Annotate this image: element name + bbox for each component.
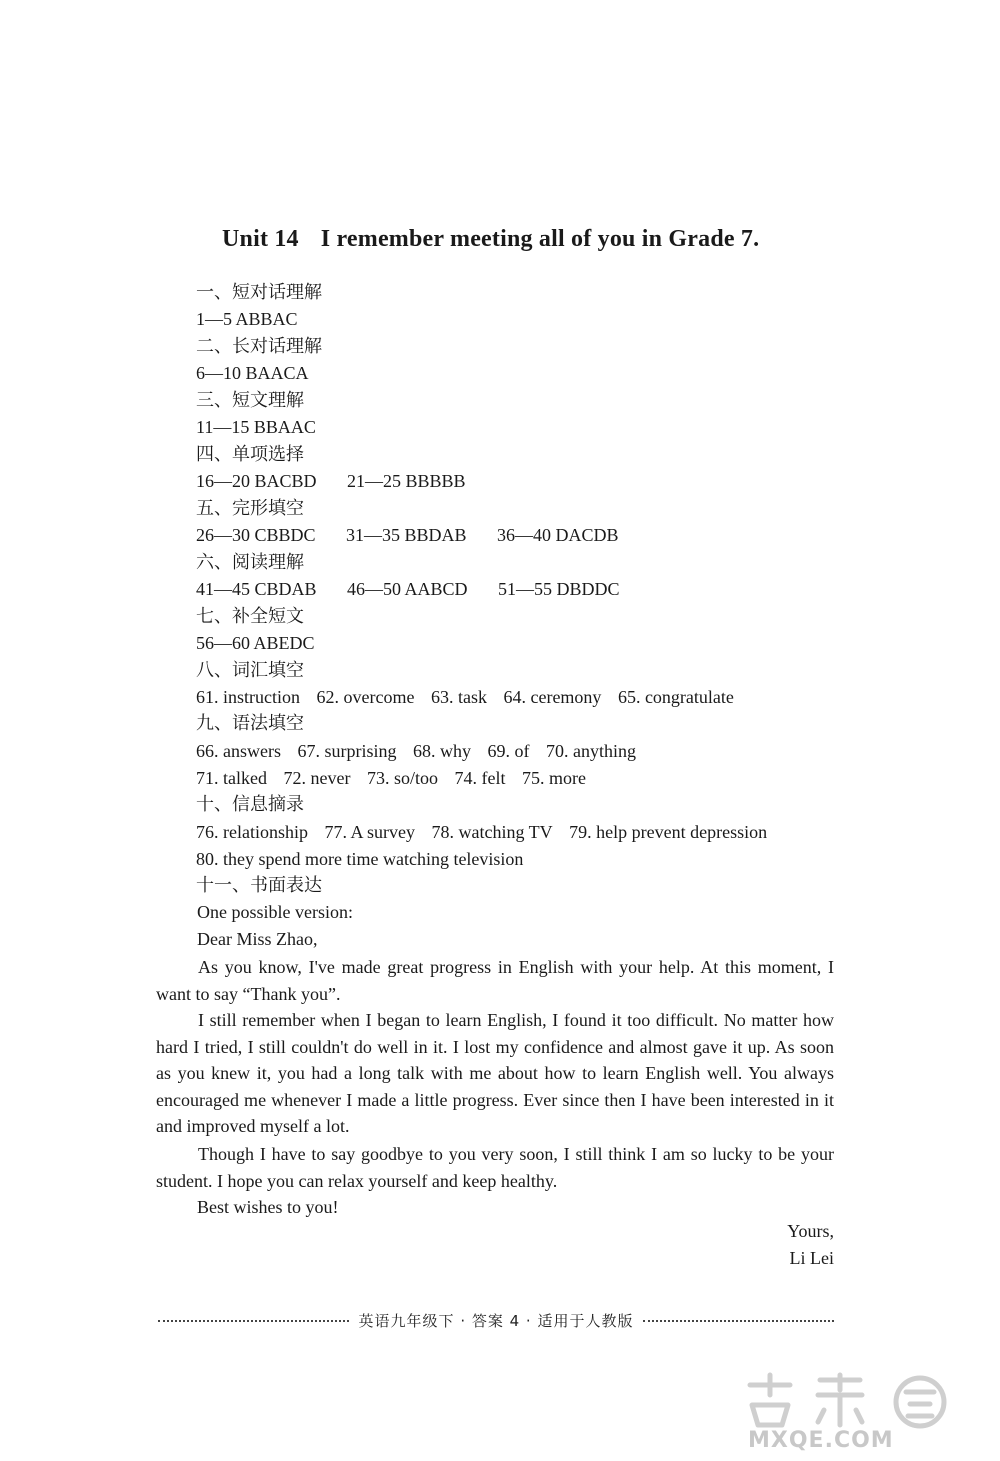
unit-number: Unit 14 [222,226,299,252]
answer-group: 16—20 BACBD [196,471,317,491]
answer-line [196,576,632,602]
answer-group: 1—5 ABBAC [196,309,298,329]
section-heading: 十一、书面表达 [196,875,322,896]
answer-group: 6—10 BAACA [196,363,309,383]
answer-line [196,819,767,845]
footer-divider-right [643,1320,834,1322]
version-intro: One possible version: [197,902,353,922]
answer-item: 66. answers [196,741,281,761]
letter-closing: Yours, [787,1221,834,1241]
unit-title: I remember meeting all of you in Grade 7. [320,226,760,252]
answer-item: 72. never [283,768,351,788]
answer-item: 71. talked [196,768,267,788]
page-title [222,226,759,253]
page-footer [158,1310,834,1331]
section-heading: 六、阅读理解 [196,552,304,573]
answer-item: 78. watching TV [431,822,553,842]
answer-line [196,468,478,494]
answer-item: 70. anything [545,741,636,761]
section-heading: 二、长对话理解 [196,336,322,357]
answer-line [196,414,316,440]
answer-group: 31—35 BBDAB [346,525,467,545]
answer-line [196,360,309,386]
answer-item: 63. task [430,687,487,707]
letter-greeting: Dear Miss Zhao, [197,929,318,949]
section-heading: 七、补全短文 [196,606,304,627]
answer-item: 73. so/too [366,768,438,788]
answer-group: 41—45 CBDAB [196,579,317,599]
answer-item: 64. ceremony [503,687,602,707]
watermark-text: MXQE.COM [748,1428,894,1453]
letter-signature: Li Lei [789,1248,834,1268]
answer-group: 11—15 BBAAC [196,417,316,437]
answer-group: 56—60 ABEDC [196,633,315,653]
answer-item: 62. overcome [316,687,415,707]
answer-group: 21—25 BBBBB [347,471,466,491]
answer-item: 68. why [412,741,471,761]
answer-item: 76. relationship [196,822,308,842]
answer-line [196,522,631,548]
answer-item: 80. they spend more time watching television [196,849,524,869]
section-heading: 九、语法填空 [196,713,304,734]
section-heading: 一、短对话理解 [196,282,322,303]
site-watermark [740,1370,990,1460]
answer-group: 46—50 AABCD [347,579,468,599]
answer-line [196,684,734,710]
answer-line [196,765,586,791]
answer-line [196,306,298,332]
answer-item: 75. more [521,768,586,788]
footer-text: 英语九年级下 · 答案 4 · 适用于人教版 [358,1312,634,1330]
section-heading: 十、信息摘录 [196,794,304,815]
answer-line [196,630,315,656]
section-heading: 三、短文理解 [196,390,304,411]
letter-paragraph: As you know, I've made great progress in English with your help. At this moment, I want to say “Thank you”. [156,957,834,1004]
answer-line [196,846,523,872]
answer-group: 36—40 DACDB [497,525,619,545]
answer-item: 79. help prevent depression [569,822,768,842]
answer-item: 61. instruction [196,687,300,707]
footer-divider-left [158,1320,349,1322]
answer-group: 51—55 DBDDC [498,579,620,599]
section-heading: 八、词汇填空 [196,660,304,681]
watermark-logo-icon [740,1370,980,1430]
answer-item: 67. surprising [297,741,397,761]
answer-item: 77. A survey [324,822,415,842]
letter-paragraph: I still remember when I began to learn English, I found it too difficult. No matter how hard I tried, I still couldn't do well in it. I lost my confidence and almost gave it up. As soon as you knew it, you had a long talk with me about how to learn English well. You always encouraged me whenever I made a little progress. Ever since then I have been interested in it and improved myself a lot. [156,1010,834,1137]
answer-group: 26—30 CBBDC [196,525,316,545]
section-heading: 五、完形填空 [196,498,304,519]
answer-item: 69. of [487,741,530,761]
answer-line [196,738,636,764]
section-heading: 四、单项选择 [196,444,304,465]
answer-item: 74. felt [454,768,506,788]
letter-paragraph: Though I have to say goodbye to you very soon, I still think I am so lucky to be your student. I hope you can relax yourself and keep healthy. [156,1144,834,1191]
letter-wishes: Best wishes to you! [197,1197,339,1217]
answer-item: 65. congratulate [617,687,734,707]
